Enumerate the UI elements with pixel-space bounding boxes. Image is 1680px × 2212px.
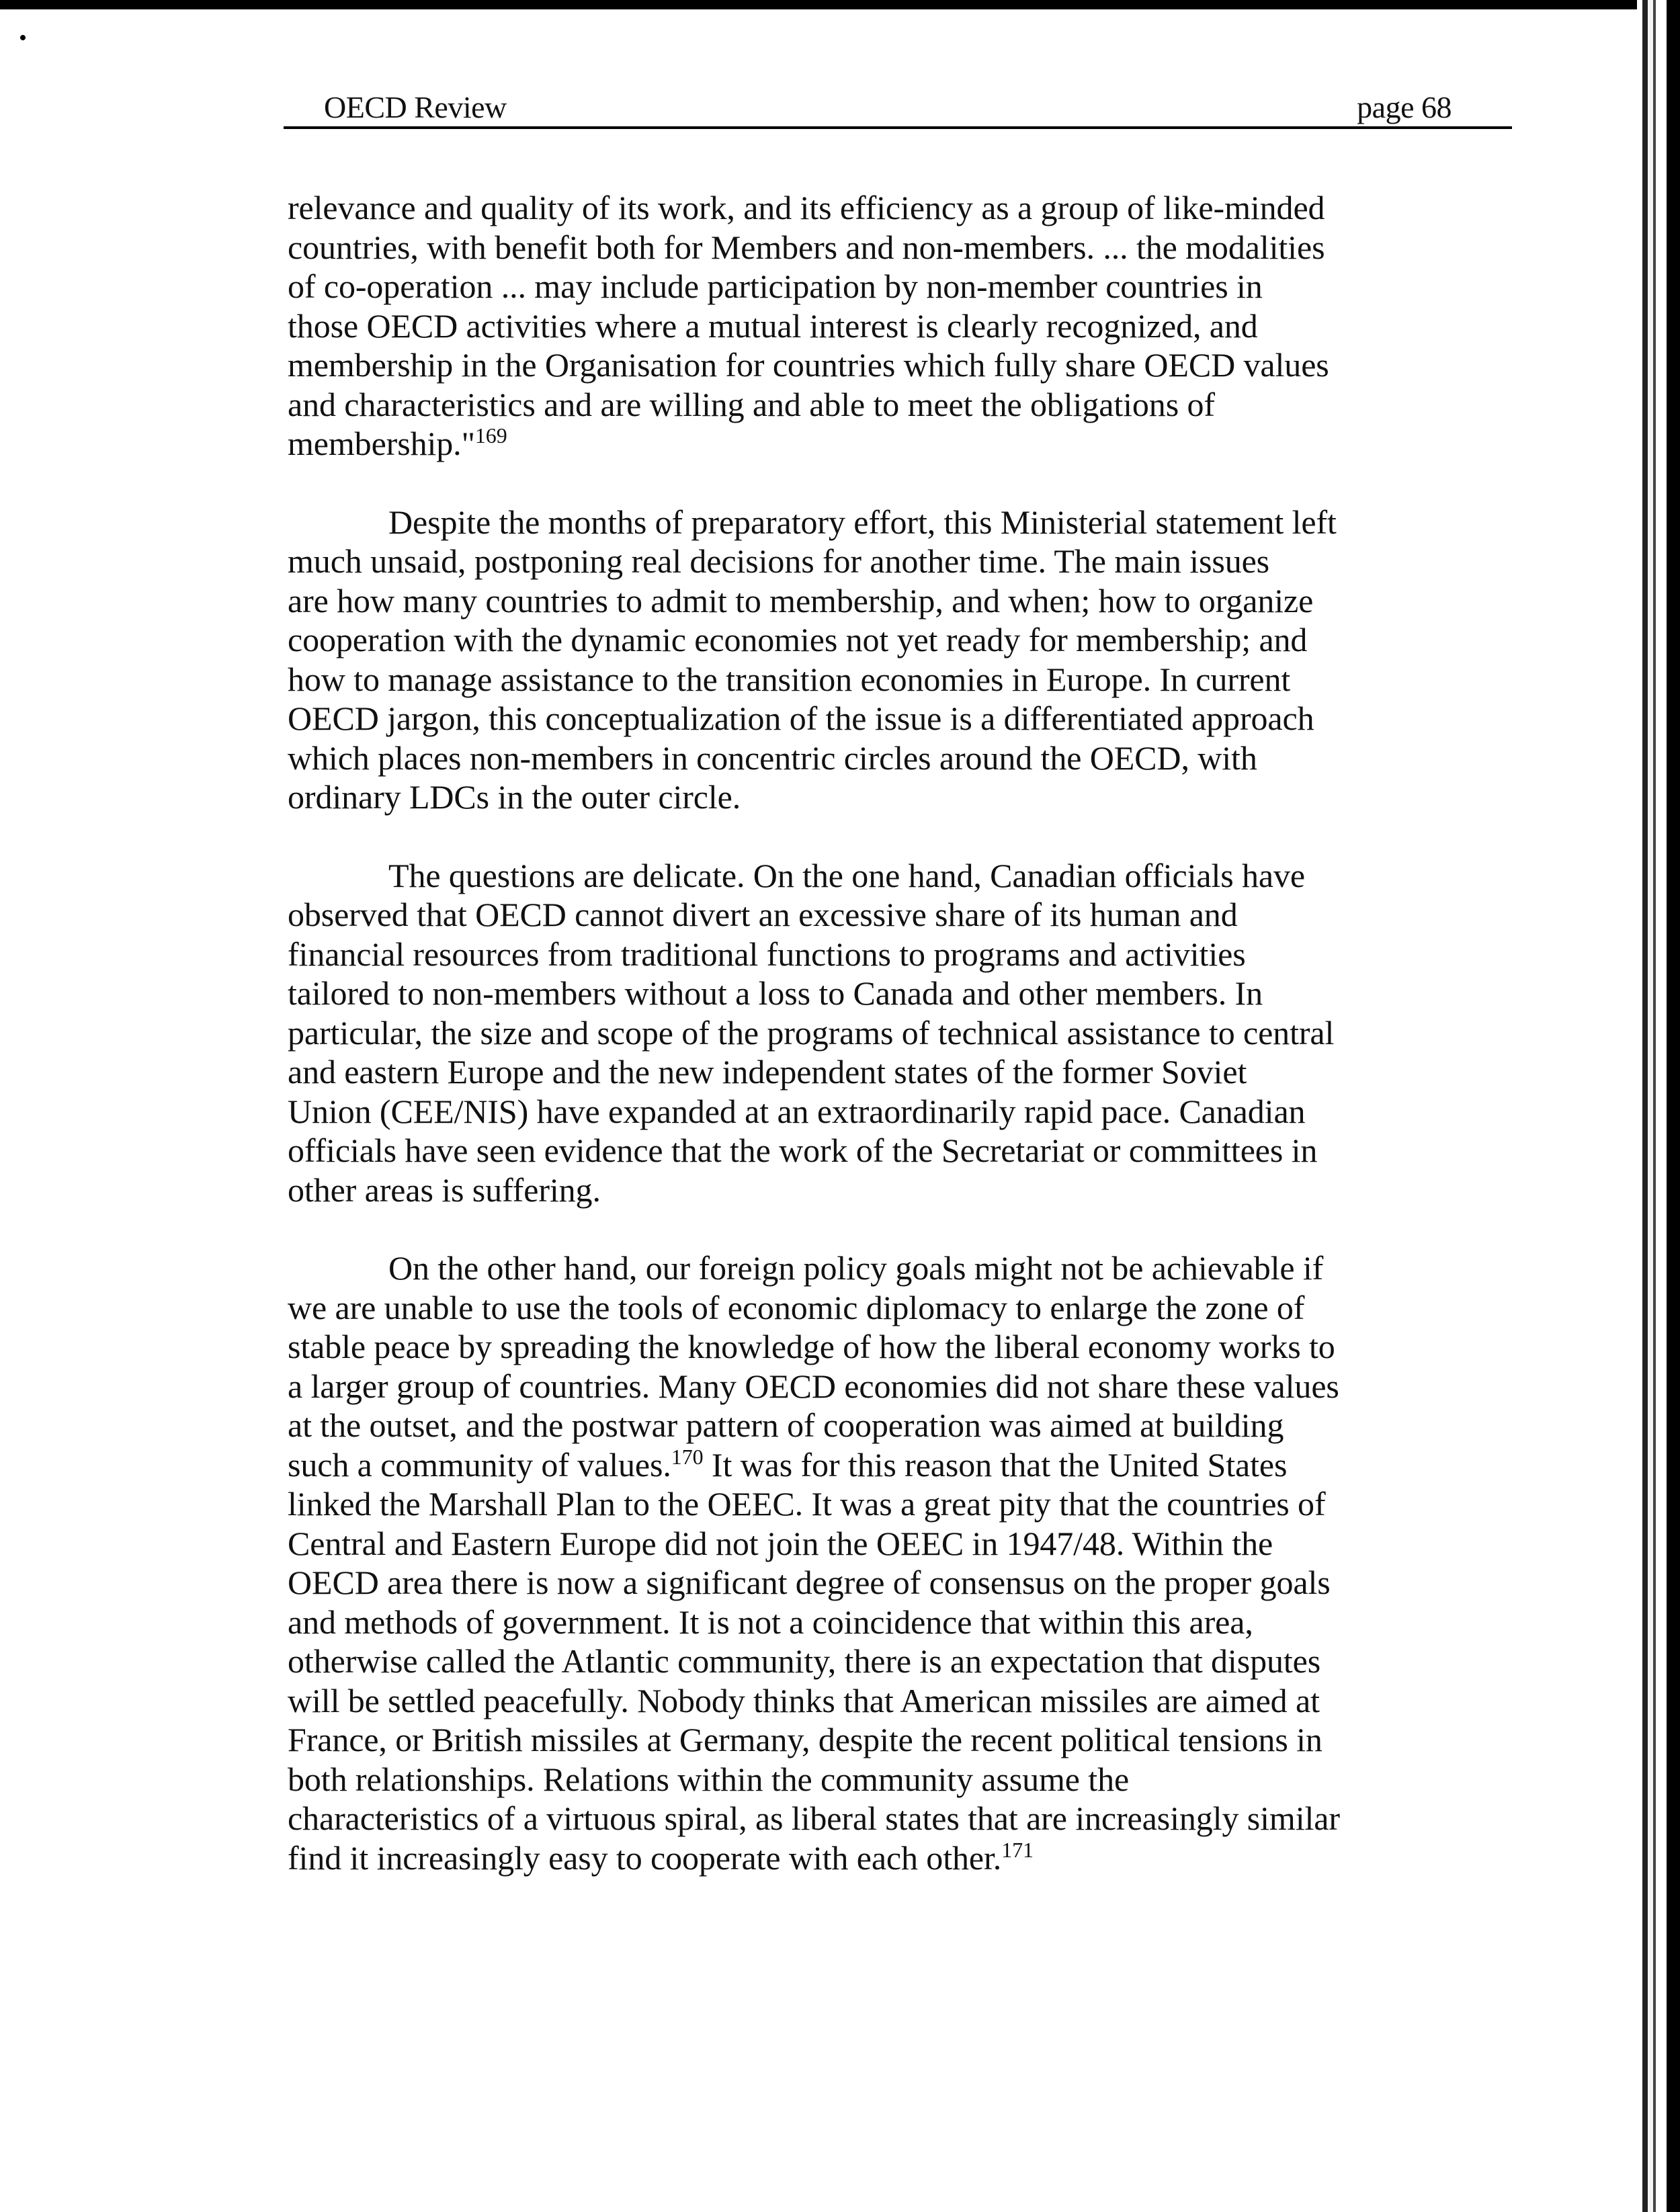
text-line: The questions are delicate. On the one hand, Canadian officials have	[388, 856, 1306, 894]
text-line: OECD jargon, this conceptualization of the issue is a differentiated approach	[288, 699, 1314, 737]
scan-right-edge	[1637, 0, 1680, 2212]
scan-dot	[19, 34, 27, 42]
text-line: ordinary LDCs in the outer circle.	[288, 778, 741, 816]
text-line: of co-operation ... may include participation by non-member countries in	[288, 267, 1263, 305]
text-line: financial resources from traditional functions to programs and activities	[288, 935, 1246, 973]
text-line: tailored to non-members without a loss to Canada and other members. In	[288, 974, 1263, 1012]
text-line: those OECD activities where a mutual interest is clearly recognized, and	[288, 306, 1258, 345]
text-line: will be settled peacefully. Nobody thinks that American missiles are aimed at	[288, 1681, 1320, 1719]
text-line: stable peace by spreading the knowledge of how the liberal economy works to	[288, 1328, 1335, 1365]
text-line: observed that OECD cannot divert an excessive share of its human and	[288, 896, 1238, 933]
text-segment: find it increasingly easy to cooperate with each other.	[288, 1838, 1002, 1877]
paragraph-1	[288, 188, 1505, 464]
page-number: page 68	[1357, 90, 1452, 124]
text-line: characteristics of a virtuous spiral, as liberal states that are increasingly similar	[288, 1799, 1340, 1837]
text-line: and eastern Europe and the new independent states of the former Soviet	[288, 1053, 1247, 1091]
text-line: both relationships. Relations within the community assume the	[288, 1760, 1130, 1798]
text-line: Despite the months of preparatory effort, this Ministerial statement left	[388, 503, 1337, 541]
footnote-170: 170	[671, 1444, 704, 1469]
text-line: much unsaid, postponing real decisions for another time. The main issues	[288, 542, 1270, 580]
header-rule	[284, 126, 1512, 129]
scan-top-edge	[0, 0, 1680, 9]
paragraph-4	[288, 1248, 1505, 1877]
text-line: Union (CEE/NIS) have expanded at an extraordinarily rapid pace. Canadian	[288, 1092, 1306, 1130]
footnote-171: 171	[1001, 1837, 1034, 1862]
text-line: at the outset, and the postwar pattern of cooperation was aimed at building	[288, 1406, 1284, 1444]
document-title: OECD Review	[324, 90, 507, 124]
text-line: are how many countries to admit to membership, and when; how to organize	[288, 581, 1314, 620]
text-line: Central and Eastern Europe did not join the OEEC in 1947/48. Within the	[288, 1524, 1273, 1562]
text-line: how to manage assistance to the transition economies in Europe. In current	[288, 660, 1291, 698]
paragraph-3	[288, 856, 1505, 1210]
text-line: we are unable to use the tools of economic diplomacy to enlarge the zone of	[288, 1288, 1305, 1326]
text-line: France, or British missiles at Germany, despite the recent political tensions in	[288, 1721, 1322, 1758]
text-line: officials have seen evidence that the work of the Secretariat or committees in	[288, 1132, 1318, 1169]
text-line: and characteristics and are willing and able to meet the obligations of	[288, 385, 1215, 423]
text-line: On the other hand, our foreign policy goals might not be achievable if	[388, 1249, 1324, 1287]
text-line: particular, the size and scope of the programs of technical assistance to central	[288, 1013, 1335, 1052]
text-line: a larger group of countries. Many OECD economies did not share these values	[288, 1367, 1339, 1405]
text-segment: such a community of values.	[288, 1445, 671, 1484]
page-header	[284, 86, 1512, 133]
text-line: countries, with benefit both for Members and non-members. ... the modalities	[288, 228, 1325, 266]
text-line-with-footnote	[288, 1445, 1505, 1485]
text-line: otherwise called the Atlantic community, there is an expectation that disputes	[288, 1642, 1321, 1680]
quoted-text-end: membership."	[288, 425, 475, 462]
text-line: cooperation with the dynamic economies not yet ready for membership; and	[288, 621, 1308, 658]
text-line	[288, 424, 1505, 464]
text-line: other areas is suffering.	[288, 1171, 601, 1209]
text-line: linked the Marshall Plan to the OEEC. It was a great pity that the countries of	[288, 1485, 1326, 1523]
footnote-169: 169	[474, 423, 507, 448]
text-line: and methods of government. It is not a coincidence that within this area,	[288, 1603, 1253, 1641]
text-line: membership in the Organisation for countries which fully share OECD values	[288, 346, 1329, 384]
text-line: OECD area there is now a significant degree of consensus on the proper goals	[288, 1564, 1331, 1601]
text-line: relevance and quality of its work, and its efficiency as a group of like-minded	[288, 189, 1325, 226]
document-body	[288, 188, 1505, 1916]
text-line: which places non-members in concentric circles around the OECD, with	[288, 738, 1257, 777]
text-segment: It was for this reason that the United States	[703, 1445, 1288, 1484]
paragraph-2	[288, 503, 1505, 817]
text-line	[288, 1838, 1505, 1878]
